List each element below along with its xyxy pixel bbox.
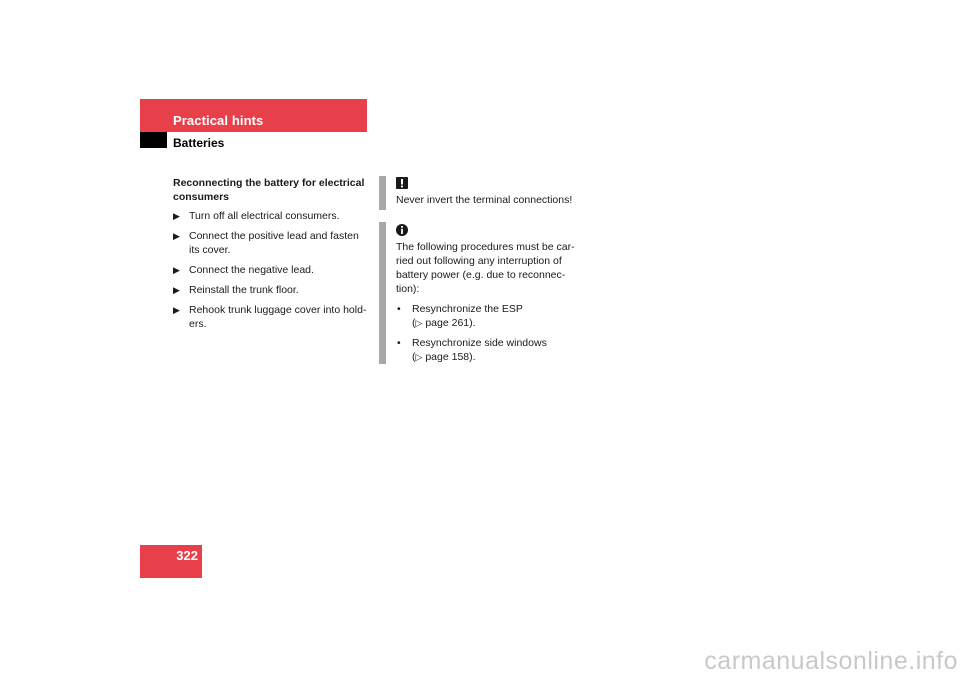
step-arrow-icon: ▶ [173,305,180,315]
bullet-dot-icon: • [397,303,401,315]
step-text: Connect the positive lead and fasten its cover. [189,230,359,256]
info-bullet: • Resynchronize side windows (▷ page 158). [397,337,547,363]
watermark-text: carmanualsonline.info [704,647,958,675]
header-bar [140,99,367,132]
step-arrow-icon: ▶ [173,265,180,275]
bullet-text: Resynchronize the ESP [412,303,523,315]
info-note [396,224,586,370]
warning-sidebar [379,176,386,210]
header-tab-marker [140,132,167,148]
instruction-step [173,229,369,257]
info-text: The following procedures must be car-ried out following any interruption of battery power (e.g. due to reconnec-tion): [396,241,575,295]
step-arrow-icon: ▶ [173,285,180,295]
warning-text: Never invert the terminal connections! [396,194,573,206]
page-ref-arrow-icon: ▷ [415,318,423,328]
instructions-heading: Reconnecting the battery for electrical consumers [173,177,365,203]
section-title: Practical hints [173,113,264,128]
bullet-text: Resynchronize side windows [412,337,547,349]
page-ref[interactable]: page 261). [425,317,476,329]
step-text: Connect the negative lead. [189,264,314,276]
page-number-box [140,545,202,578]
instruction-step [173,283,369,297]
info-sidebar [379,222,386,364]
step-arrow-icon: ▶ [173,211,180,221]
step-text: Reinstall the trunk floor. [189,284,299,296]
instruction-step [173,209,369,223]
bullet-dot-icon: • [397,337,401,349]
page-number: 322 [176,548,198,563]
step-text: Turn off all electrical consumers. [189,210,340,222]
instruction-step [173,263,369,277]
warning-note [396,177,586,213]
step-arrow-icon: ▶ [173,231,180,241]
page-ref-arrow-icon: ▷ [415,352,423,362]
step-text: Rehook trunk luggage cover into hold-ers. [189,304,367,330]
section-subtitle: Batteries [173,136,225,150]
instructions-column [173,176,369,337]
page-ref[interactable]: page 158). [425,351,476,363]
instruction-step [173,303,369,331]
info-bullet: • Resynchronize the ESP (▷ page 261). [397,303,523,329]
info-icon [396,224,408,236]
exclamation-icon [396,177,408,189]
